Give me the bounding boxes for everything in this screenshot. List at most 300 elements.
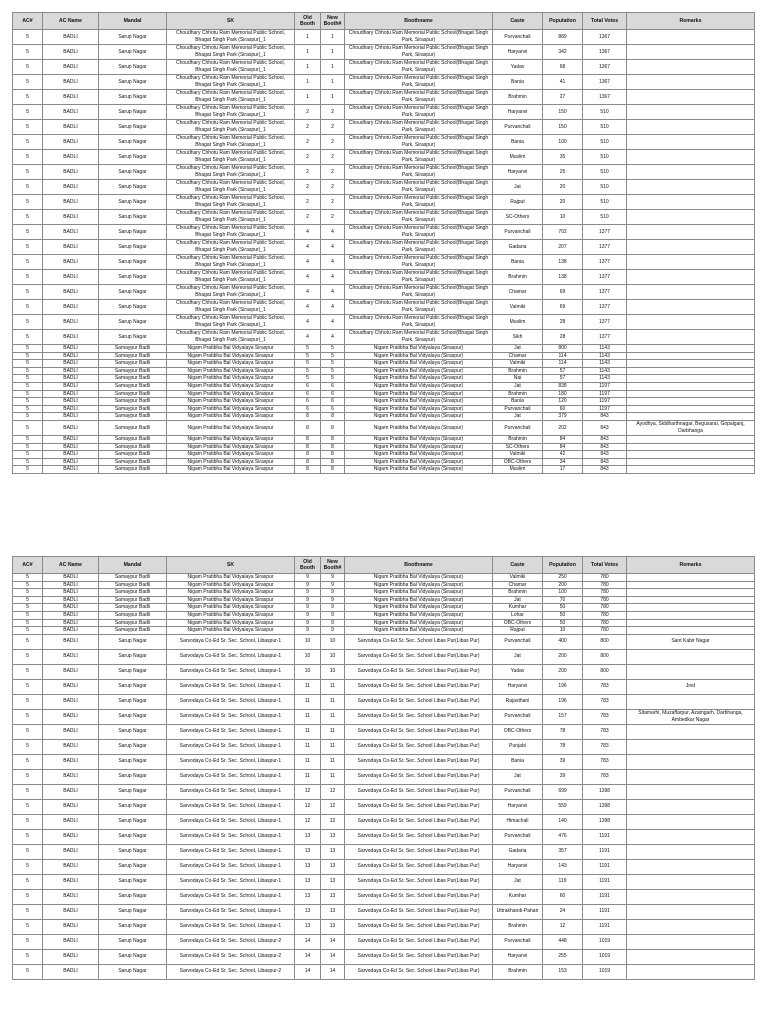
col-old-booth-cell: 2 [295, 150, 321, 165]
col-remarks-header: Remarks [627, 13, 755, 30]
col-boothname-cell: Choudhary Chhotu Ram Memorial Public School(Bhagat Singh Park, Siraspur) [345, 75, 493, 90]
col-mandal-cell: Samaypur Badli [99, 390, 167, 398]
col-mandal-cell: Sarup Nagar [99, 105, 167, 120]
table-row [13, 619, 755, 627]
col-sk-cell: Sarvodaya Co-Ed Sr. Sec. School, Libaspur-2 [167, 964, 295, 979]
col-mandal-cell: Samaypur Badli [99, 443, 167, 451]
col-sk-cell: Choudhary Chhotu Ram Memorial Public School, Bhagat Singh Park (Siraspur)_1 [167, 195, 295, 210]
col-mandal-cell: Sarup Nagar [99, 709, 167, 724]
table-row [13, 255, 755, 270]
col-population-cell: 200 [543, 581, 583, 589]
col-old-booth-cell: 6 [295, 398, 321, 406]
col-remarks-cell [627, 799, 755, 814]
col-remarks-cell [627, 240, 755, 255]
col-caste-cell: OBC-Others [493, 724, 543, 739]
col-mandal-cell: Sarup Nagar [99, 300, 167, 315]
col-old-booth-cell: 10 [295, 634, 321, 649]
col-old-booth-cell: 2 [295, 180, 321, 195]
col-old-booth-cell: 8 [295, 458, 321, 466]
col-population-cell: 476 [543, 829, 583, 844]
col-remarks-cell [627, 180, 755, 195]
col-sk-cell: Choudhary Chhotu Ram Memorial Public School, Bhagat Singh Park (Siraspur)_1 [167, 30, 295, 45]
col-ac-cell: 5 [13, 919, 43, 934]
col-new-booth-cell: 8 [321, 435, 345, 443]
col-mandal-cell: Sarup Nagar [99, 784, 167, 799]
col-ac-cell: 5 [13, 627, 43, 635]
col-total-votes-cell: 1377 [583, 225, 627, 240]
col-caste-cell: Lohar [493, 611, 543, 619]
col-remarks-cell [627, 105, 755, 120]
table-row [13, 135, 755, 150]
col-ac-name-cell: BADLI [43, 375, 99, 383]
col-total-votes-cell: 1367 [583, 30, 627, 45]
table-row [13, 285, 755, 300]
col-total-votes-cell: 1398 [583, 784, 627, 799]
col-new-booth-cell: 2 [321, 210, 345, 225]
col-caste-cell: Jat [493, 413, 543, 421]
col-old-booth-cell: 8 [295, 443, 321, 451]
col-ac-name-cell: BADLI [43, 390, 99, 398]
col-total-votes-cell: 1191 [583, 904, 627, 919]
col-sk-cell: Choudhary Chhotu Ram Memorial Public School, Bhagat Singh Park (Siraspur)_1 [167, 90, 295, 105]
col-new-booth-cell: 11 [321, 769, 345, 784]
col-ac-cell: 5 [13, 413, 43, 421]
col-new-booth-cell: 5 [321, 375, 345, 383]
col-population-cell: 24 [543, 904, 583, 919]
col-total-votes-cell: 1197 [583, 405, 627, 413]
col-mandal-cell: Sarup Nagar [99, 649, 167, 664]
table-row [13, 240, 755, 255]
col-sk-cell: Nigam Pratibha Bal Vidyalaya Siraspur [167, 458, 295, 466]
col-old-booth-cell: 4 [295, 315, 321, 330]
col-old-booth-cell: 14 [295, 949, 321, 964]
table-row [13, 180, 755, 195]
table-row [13, 352, 755, 360]
col-old-booth-cell: 9 [295, 627, 321, 635]
col-ac-name-cell: BADLI [43, 30, 99, 45]
col-remarks-cell [627, 581, 755, 589]
col-total-votes-cell: 1143 [583, 352, 627, 360]
col-caste-cell: Chamar [493, 285, 543, 300]
col-total-votes-cell: 510 [583, 195, 627, 210]
col-population-cell: 180 [543, 390, 583, 398]
col-mandal-cell: Samaypur Badli [99, 627, 167, 635]
col-caste-cell: Purvanchali [493, 225, 543, 240]
col-sk-cell: Nigam Pratibha Bal Vidyalaya Siraspur [167, 413, 295, 421]
col-new-booth-cell: 6 [321, 405, 345, 413]
col-total-votes-cell: 780 [583, 627, 627, 635]
col-population-cell: 153 [543, 964, 583, 979]
col-ac-cell: 5 [13, 315, 43, 330]
col-caste-cell: Chamar [493, 352, 543, 360]
table-row [13, 784, 755, 799]
table-row [13, 574, 755, 582]
col-ac-name-cell: BADLI [43, 627, 99, 635]
col-ac-cell: 5 [13, 210, 43, 225]
col-total-votes-cell: 510 [583, 150, 627, 165]
col-boothname-cell: Nigam Pratibha Bal Vidyalaya (Siraspur) [345, 596, 493, 604]
col-population-cell: 138 [543, 270, 583, 285]
col-remarks-cell [627, 934, 755, 949]
col-ac-cell: 5 [13, 180, 43, 195]
col-boothname-cell: Choudhary Chhotu Ram Memorial Public School(Bhagat Singh Park, Siraspur) [345, 150, 493, 165]
col-mandal-cell: Samaypur Badli [99, 398, 167, 406]
col-mandal-cell: Sarup Nagar [99, 150, 167, 165]
col-mandal-cell: Sarup Nagar [99, 75, 167, 90]
col-remarks-cell [627, 413, 755, 421]
col-population-cell: 889 [543, 30, 583, 45]
col-total-votes-cell: 783 [583, 694, 627, 709]
col-caste-cell: Uttrakhandi-Pahari [493, 904, 543, 919]
col-total-votes-cell: 1143 [583, 360, 627, 368]
col-old-booth-cell: 9 [295, 581, 321, 589]
col-mandal-header: Mandal [99, 557, 167, 574]
col-sk-header: SK [167, 13, 295, 30]
col-remarks-cell [627, 435, 755, 443]
col-new-booth-cell: 5 [321, 345, 345, 353]
col-remarks-cell [627, 627, 755, 635]
col-population-cell: 20 [543, 180, 583, 195]
col-population-cell: 120 [543, 398, 583, 406]
col-boothname-cell: Nigam Pratibha Bal Vidyalaya (Siraspur) [345, 375, 493, 383]
col-caste-cell: Haryanvi [493, 799, 543, 814]
col-boothname-cell: Choudhary Chhotu Ram Memorial Public School(Bhagat Singh Park, Siraspur) [345, 45, 493, 60]
col-ac-cell: 5 [13, 375, 43, 383]
col-remarks-cell [627, 270, 755, 285]
col-boothname-cell: Nigam Pratibha Bal Vidyalaya (Siraspur) [345, 604, 493, 612]
col-caste-cell: Valmiki [493, 360, 543, 368]
col-ac-cell: 5 [13, 589, 43, 597]
col-caste-cell: Brahmin [493, 270, 543, 285]
col-ac-name-cell: BADLI [43, 458, 99, 466]
table-row [13, 934, 755, 949]
col-population-header: Population [543, 13, 583, 30]
col-boothname-cell: Choudhary Chhotu Ram Memorial Public School(Bhagat Singh Park, Siraspur) [345, 285, 493, 300]
col-old-booth-cell: 9 [295, 619, 321, 627]
col-caste-cell: Brahmin [493, 435, 543, 443]
col-boothname-cell: Nigam Pratibha Bal Vidyalaya (Siraspur) [345, 619, 493, 627]
col-remarks-cell [627, 90, 755, 105]
col-mandal-cell: Sarup Nagar [99, 120, 167, 135]
col-ac-name-cell: BADLI [43, 769, 99, 784]
col-boothname-cell: Choudhary Chhotu Ram Memorial Public School(Bhagat Singh Park, Siraspur) [345, 165, 493, 180]
col-remarks-cell [627, 919, 755, 934]
col-boothname-cell: Choudhary Chhotu Ram Memorial Public School(Bhagat Singh Park, Siraspur) [345, 240, 493, 255]
col-new-booth-cell: 11 [321, 694, 345, 709]
col-old-booth-cell: 13 [295, 919, 321, 934]
col-caste-cell: Muslim [493, 466, 543, 474]
col-new-booth-cell: 2 [321, 105, 345, 120]
col-old-booth-cell: 8 [295, 435, 321, 443]
col-boothname-cell: Choudhary Chhotu Ram Memorial Public School(Bhagat Singh Park, Siraspur) [345, 135, 493, 150]
col-ac-name-cell: BADLI [43, 382, 99, 390]
col-ac-name-cell: BADLI [43, 180, 99, 195]
col-ac-cell: 5 [13, 814, 43, 829]
col-old-booth-cell: 1 [295, 90, 321, 105]
col-ac-cell: 5 [13, 443, 43, 451]
col-boothname-cell: Nigam Pratibha Bal Vidyalaya (Siraspur) [345, 451, 493, 459]
col-total-votes-cell: 1191 [583, 844, 627, 859]
col-old-booth-cell: 6 [295, 382, 321, 390]
table-body [13, 30, 755, 474]
col-ac-name-cell: BADLI [43, 105, 99, 120]
col-total-votes-cell: 800 [583, 649, 627, 664]
col-ac-cell: 5 [13, 120, 43, 135]
col-new-booth-cell: 5 [321, 360, 345, 368]
col-population-cell: 699 [543, 784, 583, 799]
col-total-votes-cell: 510 [583, 105, 627, 120]
col-old-booth-cell: 9 [295, 574, 321, 582]
col-ac-name-cell: BADLI [43, 195, 99, 210]
col-new-booth-cell: 1 [321, 30, 345, 45]
col-total-votes-cell: 510 [583, 180, 627, 195]
col-population-cell: 34 [543, 458, 583, 466]
col-mandal-cell: Sarup Nagar [99, 949, 167, 964]
col-new-booth-cell: 8 [321, 413, 345, 421]
col-ac-cell: 5 [13, 345, 43, 353]
col-ac-name-cell: BADLI [43, 413, 99, 421]
col-new-booth-cell: 14 [321, 949, 345, 964]
table-row [13, 709, 755, 724]
col-caste-cell: Valmiki [493, 300, 543, 315]
col-boothname-cell: Choudhary Chhotu Ram Memorial Public School(Bhagat Singh Park, Siraspur) [345, 300, 493, 315]
col-remarks-cell [627, 30, 755, 45]
col-ac-cell: 5 [13, 398, 43, 406]
col-sk-cell: Choudhary Chhotu Ram Memorial Public School, Bhagat Singh Park (Siraspur)_1 [167, 255, 295, 270]
col-sk-cell: Nigam Pratibha Bal Vidyalaya Siraspur [167, 360, 295, 368]
col-caste-cell: Gadaria [493, 844, 543, 859]
col-remarks-cell [627, 769, 755, 784]
col-total-votes-cell: 783 [583, 739, 627, 754]
col-remarks-cell [627, 829, 755, 844]
col-new-booth-cell: 12 [321, 814, 345, 829]
col-ac-name-cell: BADLI [43, 300, 99, 315]
col-caste-cell: Yadav [493, 664, 543, 679]
col-ac-name-cell: BADLI [43, 739, 99, 754]
col-population-cell: 69 [543, 300, 583, 315]
col-ac-name-cell: BADLI [43, 45, 99, 60]
col-sk-cell: Sarvodaya Co-Ed Sr. Sec. School, Libaspur-1 [167, 829, 295, 844]
col-population-cell: 379 [543, 413, 583, 421]
col-caste-cell: Kumhar [493, 604, 543, 612]
col-old-booth-cell: 2 [295, 105, 321, 120]
col-caste-cell: Haryanvi [493, 105, 543, 120]
col-population-cell: 42 [543, 451, 583, 459]
col-old-booth-cell: 10 [295, 649, 321, 664]
col-total-votes-cell: 1197 [583, 382, 627, 390]
col-mandal-cell: Sarup Nagar [99, 754, 167, 769]
col-total-votes-cell: 843 [583, 413, 627, 421]
col-mandal-cell: Samaypur Badli [99, 596, 167, 604]
col-total-votes-cell: 1377 [583, 315, 627, 330]
col-remarks-cell [627, 611, 755, 619]
col-total-votes-cell: 780 [583, 581, 627, 589]
col-mandal-cell: Sarup Nagar [99, 180, 167, 195]
col-old-booth-cell: 8 [295, 466, 321, 474]
col-mandal-cell: Sarup Nagar [99, 315, 167, 330]
col-new-booth-cell: 14 [321, 934, 345, 949]
col-total-votes-cell: 1191 [583, 889, 627, 904]
col-total-votes-cell: 800 [583, 634, 627, 649]
col-new-booth-cell: 9 [321, 611, 345, 619]
col-boothname-header: Boothname [345, 13, 493, 30]
col-remarks-cell [627, 859, 755, 874]
col-sk-cell: Nigam Pratibha Bal Vidyalaya Siraspur [167, 345, 295, 353]
col-mandal-cell: Samaypur Badli [99, 413, 167, 421]
col-ac-cell: 5 [13, 874, 43, 889]
col-caste-cell: Haryanvi [493, 859, 543, 874]
col-remarks-cell [627, 964, 755, 979]
col-new-booth-cell: 4 [321, 330, 345, 345]
col-ac-name-cell: BADLI [43, 634, 99, 649]
col-population-cell: 196 [543, 679, 583, 694]
col-ac-cell: 5 [13, 382, 43, 390]
col-ac-name-cell: BADLI [43, 420, 99, 435]
col-caste-cell: Muslim [493, 150, 543, 165]
col-ac-name-cell: BADLI [43, 345, 99, 353]
table-row [13, 611, 755, 619]
col-remarks-cell [627, 405, 755, 413]
col-new-booth-cell: 1 [321, 75, 345, 90]
table-row [13, 75, 755, 90]
col-population-cell: 39 [543, 754, 583, 769]
col-caste-cell: SC-Others [493, 443, 543, 451]
col-ac-name-cell: BADLI [43, 859, 99, 874]
col-sk-cell: Nigam Pratibha Bal Vidyalaya Siraspur [167, 382, 295, 390]
col-ac-name-cell: BADLI [43, 964, 99, 979]
col-mandal-cell: Sarup Nagar [99, 904, 167, 919]
col-total-votes-cell: 1019 [583, 949, 627, 964]
col-boothname-cell: Sarvodaya Co-Ed Sr. Sec. School Libas Pur(Libas Pur) [345, 919, 493, 934]
col-mandal-cell: Sarup Nagar [99, 240, 167, 255]
col-mandal-cell: Sarup Nagar [99, 30, 167, 45]
col-old-booth-cell: 1 [295, 45, 321, 60]
col-mandal-cell: Sarup Nagar [99, 195, 167, 210]
col-boothname-header: Boothname [345, 557, 493, 574]
col-ac-name-cell: BADLI [43, 649, 99, 664]
col-new-booth-cell: 12 [321, 784, 345, 799]
table-row [13, 799, 755, 814]
col-sk-cell: Sarvodaya Co-Ed Sr. Sec. School, Libaspur-1 [167, 724, 295, 739]
col-caste-cell: Brahmin [493, 90, 543, 105]
col-sk-cell: Nigam Pratibha Bal Vidyalaya Siraspur [167, 596, 295, 604]
col-caste-header: Caste [493, 13, 543, 30]
col-sk-cell: Choudhary Chhotu Ram Memorial Public School, Bhagat Singh Park (Siraspur)_1 [167, 120, 295, 135]
col-new-booth-cell: 8 [321, 466, 345, 474]
table-row [13, 165, 755, 180]
col-ac-header: AC# [13, 13, 43, 30]
col-new-booth-cell: 9 [321, 581, 345, 589]
col-boothname-cell: Choudhary Chhotu Ram Memorial Public School(Bhagat Singh Park, Siraspur) [345, 270, 493, 285]
col-total-votes-cell: 783 [583, 754, 627, 769]
col-mandal-cell: Samaypur Badli [99, 382, 167, 390]
col-new-booth-cell: 10 [321, 634, 345, 649]
col-old-booth-cell: 4 [295, 225, 321, 240]
col-new-booth-cell: 2 [321, 120, 345, 135]
col-ac-name-cell: BADLI [43, 829, 99, 844]
col-boothname-cell: Sarvodaya Co-Ed Sr. Sec. School Libas Pur(Libas Pur) [345, 874, 493, 889]
col-caste-header: Caste [493, 557, 543, 574]
col-old-booth-header: Old Booth [295, 557, 321, 574]
col-boothname-cell: Sarvodaya Co-Ed Sr. Sec. School Libas Pur(Libas Pur) [345, 814, 493, 829]
col-new-booth-cell: 9 [321, 627, 345, 635]
col-mandal-cell: Sarup Nagar [99, 165, 167, 180]
table-row [13, 739, 755, 754]
col-caste-cell: Gadaria [493, 240, 543, 255]
col-ac-cell: 5 [13, 405, 43, 413]
col-old-booth-cell: 2 [295, 210, 321, 225]
col-population-cell: 357 [543, 844, 583, 859]
col-population-header: Population [543, 557, 583, 574]
col-old-booth-cell: 2 [295, 165, 321, 180]
col-ac-cell: 5 [13, 30, 43, 45]
col-boothname-cell: Nigam Pratibha Bal Vidyalaya (Siraspur) [345, 627, 493, 635]
col-caste-cell: Jat [493, 874, 543, 889]
col-boothname-cell: Choudhary Chhotu Ram Memorial Public School(Bhagat Singh Park, Siraspur) [345, 225, 493, 240]
col-new-booth-cell: 13 [321, 904, 345, 919]
col-new-booth-cell: 11 [321, 724, 345, 739]
table-row [13, 375, 755, 383]
col-remarks-cell [627, 60, 755, 75]
col-sk-cell: Choudhary Chhotu Ram Memorial Public School, Bhagat Singh Park (Siraspur)_1 [167, 180, 295, 195]
col-mandal-cell: Samaypur Badli [99, 345, 167, 353]
col-sk-cell: Nigam Pratibha Bal Vidyalaya Siraspur [167, 627, 295, 635]
col-population-cell: 41 [543, 75, 583, 90]
col-boothname-cell: Nigam Pratibha Bal Vidyalaya (Siraspur) [345, 405, 493, 413]
col-remarks-cell: Sitamarhi, Muzaffarpur, Azamgarh, Darbhanga, Ambedkar Nagar [627, 709, 755, 724]
col-ac-cell: 5 [13, 420, 43, 435]
col-ac-cell: 5 [13, 829, 43, 844]
col-new-booth-cell: 8 [321, 458, 345, 466]
col-new-booth-cell: 1 [321, 45, 345, 60]
col-new-booth-cell: 13 [321, 829, 345, 844]
col-old-booth-cell: 11 [295, 694, 321, 709]
col-population-cell: 255 [543, 949, 583, 964]
col-mandal-cell: Sarup Nagar [99, 225, 167, 240]
table-row [13, 300, 755, 315]
col-mandal-cell: Sarup Nagar [99, 739, 167, 754]
table-row [13, 649, 755, 664]
col-caste-cell: Bania [493, 255, 543, 270]
col-caste-cell: Jat [493, 769, 543, 784]
col-remarks-cell [627, 315, 755, 330]
col-sk-cell: Nigam Pratibha Bal Vidyalaya Siraspur [167, 611, 295, 619]
col-old-booth-cell: 1 [295, 75, 321, 90]
col-caste-cell: Kumhar [493, 889, 543, 904]
col-ac-cell: 5 [13, 784, 43, 799]
table-row [13, 105, 755, 120]
col-sk-cell: Nigam Pratibha Bal Vidyalaya Siraspur [167, 451, 295, 459]
col-sk-cell: Nigam Pratibha Bal Vidyalaya Siraspur [167, 375, 295, 383]
col-sk-cell: Sarvodaya Co-Ed Sr. Sec. School, Libaspur-1 [167, 799, 295, 814]
col-old-booth-cell: 12 [295, 799, 321, 814]
col-remarks-cell [627, 451, 755, 459]
col-sk-cell: Sarvodaya Co-Ed Sr. Sec. School, Libaspur-1 [167, 889, 295, 904]
col-boothname-cell: Nigam Pratibha Bal Vidyalaya (Siraspur) [345, 420, 493, 435]
col-remarks-cell [627, 285, 755, 300]
sheet-page-1 [12, 12, 754, 474]
col-old-booth-cell: 11 [295, 709, 321, 724]
col-mandal-cell: Samaypur Badli [99, 405, 167, 413]
col-ac-name-cell: BADLI [43, 75, 99, 90]
col-boothname-cell: Nigam Pratibha Bal Vidyalaya (Siraspur) [345, 382, 493, 390]
table-row [13, 679, 755, 694]
col-ac-cell: 5 [13, 844, 43, 859]
col-caste-cell: Brahmin [493, 964, 543, 979]
col-new-booth-cell: 2 [321, 150, 345, 165]
col-mandal-cell: Samaypur Badli [99, 574, 167, 582]
col-ac-name-cell: BADLI [43, 581, 99, 589]
